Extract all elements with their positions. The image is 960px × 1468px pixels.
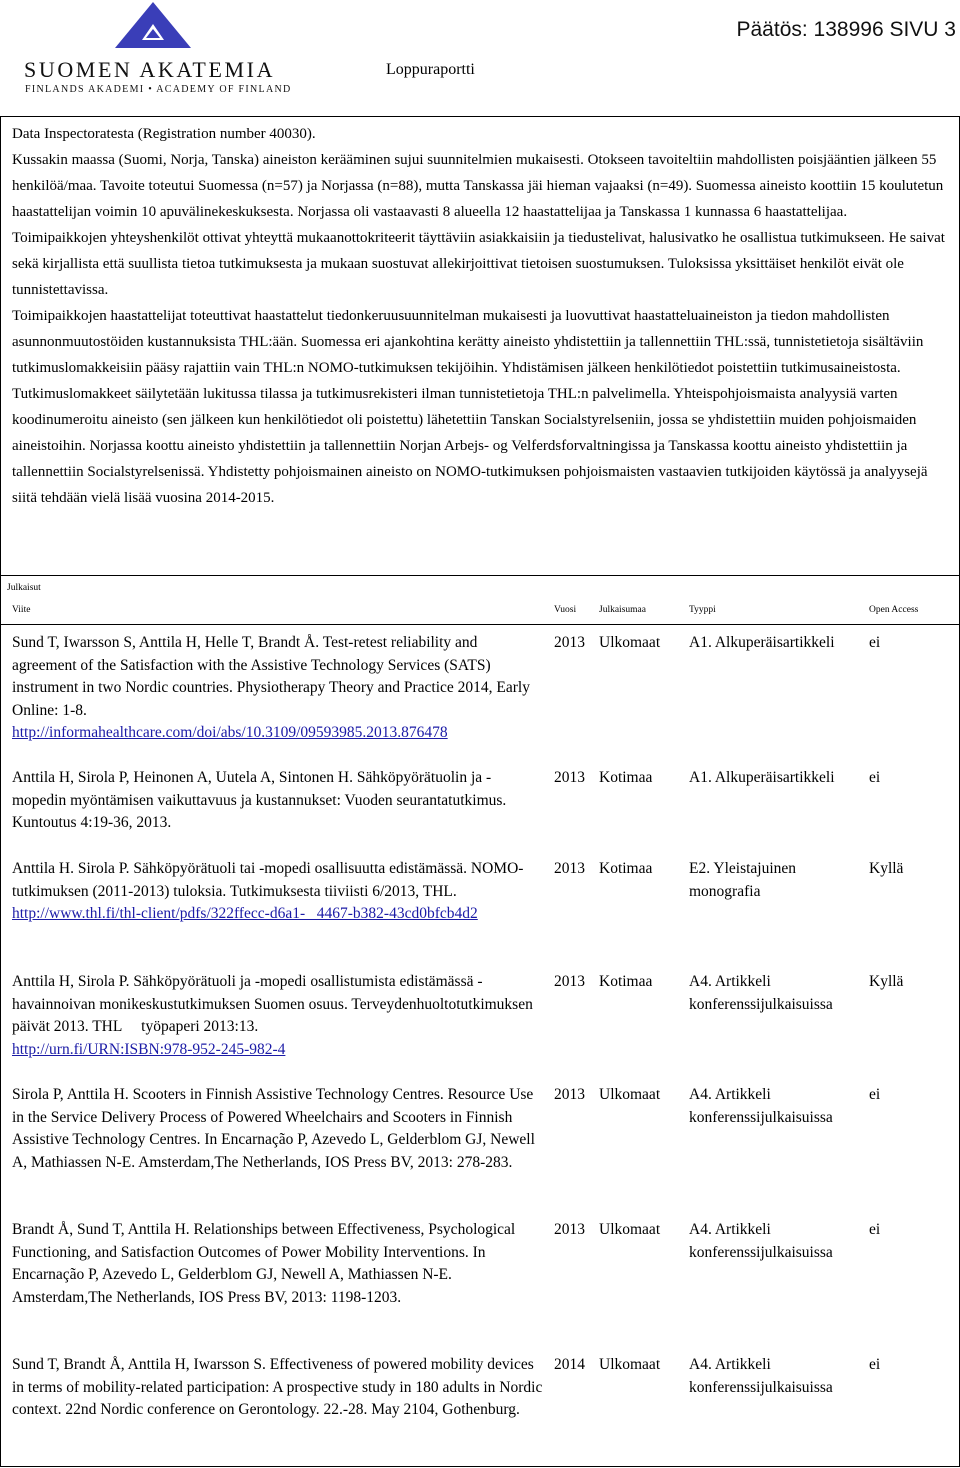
publication-open-access: ei (869, 1086, 881, 1103)
decision-page-label: Päätös: 138996 SIVU 3 (736, 18, 956, 41)
publication-link[interactable]: http://informahealthcare.com/doi/abs/10.3109/09593985.2013.876478 (12, 724, 448, 742)
reference-text: Sirola P, Anttila H. Scooters in Finnish Assistive Technology Centres. Resource Use in the Service Delivery Process of Powered Wheelchairs and Scooters in Finnish Assistive Technology Centres. In Encarnação P, Azevedo L, Gelderblom GJ, Newell A, Mathiassen N-E. Amsterdam,The Netherlands, IOS Press BV, 2013: 278-283. (12, 1086, 535, 1171)
publication-open-access: Kyllä (869, 973, 904, 990)
reference-text: Sund T, Iwarsson S, Anttila H, Helle T, Brandt Å. Test-retest reliability and agreement of the Satisfaction with the Assistive Technology Services (SATS) instrument in two Nordic countries. Physiotherapy Theory and Practice 2014, Early Online: 1-8. (12, 634, 530, 719)
publication-type: A1. Alkuperäisartikkeli (689, 769, 835, 786)
column-header-open-access: Open Access (869, 605, 919, 615)
publication-type: E2. Yleistajuinen monografia (689, 860, 797, 900)
column-header-forum: Julkaisumaa (599, 605, 646, 615)
publication-year: 2013 (554, 1221, 585, 1238)
publication-forum: Ulkomaat (599, 1221, 661, 1238)
publication-link[interactable]: http://www.thl.fi/thl-client/pdfs/322ffecc-d6a1- 4467-b382-43cd0bfcb4d2 (12, 905, 478, 923)
publication-year: 2013 (554, 860, 585, 877)
publication-reference (12, 1219, 544, 1309)
publication-forum: Kotimaa (599, 769, 653, 786)
publication-type: A1. Alkuperäisartikkeli (689, 634, 835, 651)
publication-link[interactable]: http://urn.fi/URN:ISBN:978-952-245-982-4 (12, 1040, 286, 1058)
publication-reference (12, 767, 544, 835)
publication-forum: Ulkomaat (599, 1086, 661, 1103)
publication-type: A4. Artikkeli konferenssijulkaisuissa (689, 1086, 833, 1126)
logo-subtitle: FINLANDS AKADEMI • ACADEMY OF FINLAND (25, 84, 292, 95)
publication-forum: Kotimaa (599, 973, 653, 990)
publication-open-access: Kyllä (869, 860, 904, 877)
reference-text: Anttila H. Sirola P. Sähköpyörätuoli tai -mopedi osallisuutta edistämässä. NOMO-tutkimuksen (2011-2013) tuloksia. Tutkimuksesta tiiviisti 6/2013, THL. (12, 860, 524, 900)
body-paragraph: Kussakin maassa (Suomi, Norja, Tanska) aineiston kerääminen sujui suunnitelmien mukaisesti. Otokseen tavoiteltiin mahdollisten poisjääntien jälkeen 55 henkilöä/maa. Tavoite toteutui Suomessa (n=57) ja Norjassa (n=88), mutta Tanskassa jäi hieman vajaaksi (n=49). Suomessa aineisto koottiin 15 koulutetun haastattelijan voimin 10 apuvälinekeskuksesta. Norjassa oli vastaavasti 8 alueella 12 haastattelijaa ja Tanskassa 1 kunnassa 6 haastattelijaa. (12, 152, 944, 220)
publication-type: A4. Artikkeli konferenssijulkaisuissa (689, 1356, 833, 1396)
publication-reference (12, 632, 544, 745)
logo-name: SUOMEN AKATEMIA (24, 57, 276, 82)
publication-open-access: ei (869, 1221, 881, 1238)
publication-type: A4. Artikkeli konferenssijulkaisuissa (689, 1221, 833, 1261)
publication-type: A4. Artikkeli konferenssijulkaisuissa (689, 973, 833, 1013)
report-type: Loppuraportti (386, 61, 475, 78)
publication-forum: Kotimaa (599, 860, 653, 877)
publications-table (0, 575, 960, 1467)
body-paragraph: Toimipaikkojen yhteyshenkilöt ottivat yhteyttä mukaanottokriteerit täyttäviin asiakkaisiin ja tiedustelivat, halusivatko he osallistua tutkimukseen. He saivat sekä kirjallista että suullista tietoa tutkimuksesta ja mukaan suostuvat allekirjoittivat tietoisen suostumuksen. Tuloksissa yksittäiset henkilöt eivät ole tunnistettavissa. (12, 230, 945, 298)
page-header (0, 0, 960, 108)
publication-year: 2013 (554, 1086, 585, 1103)
header-divider (1, 624, 959, 625)
body-paragraph: Data Inspectoratesta (Registration number 40030). (12, 126, 316, 142)
publication-year: 2013 (554, 769, 585, 786)
publication-reference (12, 1354, 544, 1422)
publication-year: 2013 (554, 634, 585, 651)
reference-text: Brandt Å, Sund T, Anttila H. Relationships between Effectiveness, Psychological Functioning, and Satisfaction Outcomes of Power Mobility Interventions. In Encarnação P, Azevedo L, Gelderblom GJ, Newell A, Mathiassen N-E. Amsterdam,The Netherlands, IOS Press BV, 2013: 1198-1203. (12, 1221, 516, 1306)
publication-open-access: ei (869, 634, 881, 651)
column-header-ref: Viite (12, 605, 31, 615)
column-header-year: Vuosi (554, 605, 577, 615)
column-header-type: Tyyppi (689, 605, 716, 615)
publication-open-access: ei (869, 769, 881, 786)
publication-forum: Ulkomaat (599, 634, 661, 651)
publication-reference (12, 971, 544, 1061)
reference-text: Anttila H, Sirola P. Sähköpyörätuoli ja -mopedi osallistumista edistämässä - havainnoivan monikeskustutkimuksen Suomen osuus. Terveydenhuoltotutkimuksen päivät 2013. THL työpaperi 2013:13. (12, 973, 537, 1036)
publications-caption: Julkaisut (7, 583, 41, 593)
publication-open-access: ei (869, 1356, 881, 1373)
report-body-box (0, 116, 960, 576)
publication-forum: Ulkomaat (599, 1356, 661, 1373)
triangle-logo-icon (115, 2, 191, 48)
publication-reference (12, 858, 544, 926)
academy-logo (22, 0, 292, 100)
publication-year: 2013 (554, 973, 585, 990)
body-paragraph: Toimipaikkojen haastattelijat toteuttivat haastattelut tiedonkeruusuunnitelman mukaisesti ja luovuttivat haastatteluaineiston ja tiedon mahdollisten asunnonmuutostöiden kustannuksista THL:ään. Suomessa eri ajankohtina kerätty aineisto yhdistettiin ja tallennettiin THL:ssä, tunnistetietoja sisältäviin tutkimuslomakkeisiin pääsy rajattiin vain THL:n NOMO-tutkimuksen tekijöihin. Yhdistämisen jälkeen henkilötiedot poistettiin tutkimusaineistosta. Tutkimuslomakkeet säilytetään lukitussa tilassa ja tutkimusrekisteri ilman tunnistetietoja THL:n palvelimella. Yhteispohjoismaista analyysiä varten koodinumeroitu aineisto (sen jälkeen kun henkilötiedot oli poistettu) lähetettiin Tanskan Socialstyrelseniin, jossa se yhdistettiin muiden pohjoismaiden aineistoihin. Norjassa koottu aineisto yhdistettiin ja tallennettiin Norjan Arbejs- og Velferdsforvaltningissa ja Tanskassa koottu aineisto yhdistettiin ja tallennettiin Socialstyrelsenissä. Yhdistetty pohjoismainen aineisto on NOMO-tutkimuksen pohjoismaisten vastaavien tutkijoiden käytössä ja analyysejä siitä tehdään vielä lisää vuosina 2014-2015. (12, 308, 928, 506)
publication-year: 2014 (554, 1356, 585, 1373)
publication-reference (12, 1084, 544, 1174)
reference-text: Sund T, Brandt Å, Anttila H, Iwarsson S. Effectiveness of powered mobility devices in terms of mobility-related participation: A prospective study in 180 adults in Nordic context. 22nd Nordic conference on Gerontology. 22.-28. May 2104, Gothenburg. (12, 1356, 543, 1419)
report-body-text (12, 121, 947, 511)
reference-text: Anttila H, Sirola P, Heinonen A, Uutela A, Sintonen H. Sähköpyörätuolin ja -mopedin myöntämisen vaikuttavuus ja kustannukset: Vuoden seurantatutkimus. Kuntoutus 4:19-36, 2013. (12, 769, 507, 832)
